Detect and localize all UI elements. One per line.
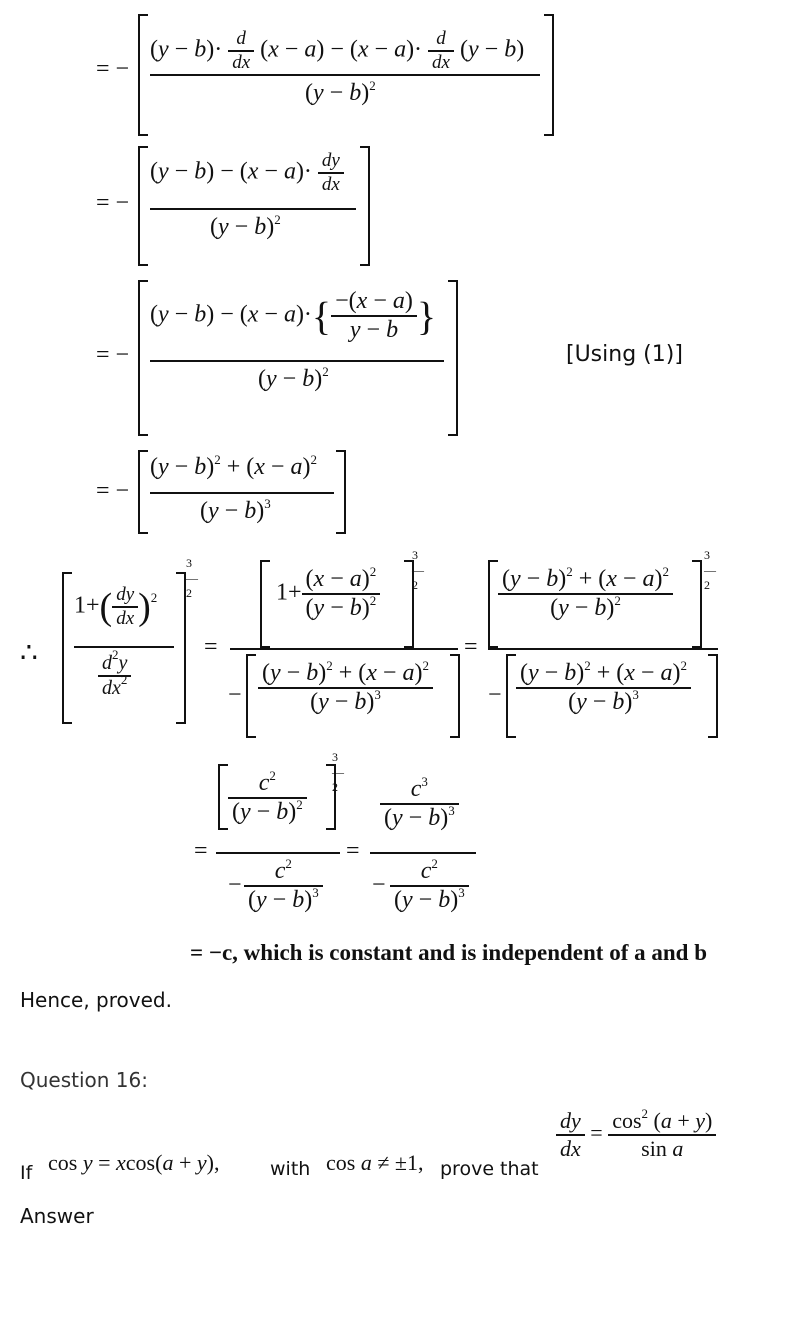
step2-left-bracket (138, 146, 148, 266)
final-a-top: $\frac{c^2}{(y - b)^2}$ (228, 770, 307, 826)
step3-fraction-bar (150, 360, 444, 362)
final-a-exponent: 3 ― 2 (332, 750, 344, 794)
final-b-fraction-bar (370, 852, 476, 854)
equals-3: = (194, 838, 208, 864)
final-b-minus: − (372, 872, 386, 898)
rhs-bottom-content: $\frac{(y - b)^2 + (x - a)^2}{(y - b)^3}$ (516, 660, 691, 716)
step4-denominator: $(y - b)^3$ (200, 496, 271, 524)
lhs-denominator: $\frac{d^2y}{dx^2}$ (98, 652, 131, 700)
hence-proved: Hence, proved. (20, 988, 172, 1012)
final-b-top: $\frac{c^3}{(y - b)^3}$ (380, 776, 459, 832)
answer-label: Answer (20, 1204, 94, 1228)
rhs-top-content: $\frac{(y - b)^2 + (x - a)^2}{(y - b)^2}$ (498, 566, 673, 622)
step4-numerator: $(y - b)^2 + (x - a)^2$ (150, 452, 317, 480)
question-label: Question 16: (20, 1068, 148, 1092)
step1-numerator: (y − b)· $\frac{d}{dx}$ (x − a) − (x − a)· $\frac{d}{dx}$ (y − b) (150, 28, 525, 73)
step4-left-bracket (138, 450, 148, 534)
step2-numerator: (y − b) − (x − a)· $\frac{dy}{dx}$ (150, 150, 344, 196)
mid-bottom-content: $\frac{(y - b)^2 + (x - a)^2}{(y - b)^3}$ (258, 660, 433, 716)
lhs-numerator: 1+( $\frac{dy}{dx}$ )$^2$ (74, 584, 158, 629)
step1-prefix: = − (96, 56, 130, 82)
final-a-minus: − (228, 872, 242, 898)
step1-denominator: $(y - b)^2$ (305, 78, 376, 106)
mid-bottom-left-bracket (246, 654, 256, 738)
conclusion-text: = −c, which is constant and is independent of a and b (190, 940, 707, 965)
therefore-symbol: ∴ (20, 638, 38, 669)
question-prove: prove that (440, 1158, 539, 1180)
equals-4: = (346, 838, 360, 864)
equals-1: = (204, 634, 218, 660)
step2-prefix: = − (96, 190, 130, 216)
step1-left-bracket (138, 14, 148, 136)
mid-top-content: 1+ $\frac{(x - a)^2}{(y - b)^2}$ (276, 566, 380, 622)
step4-prefix: = − (96, 478, 130, 504)
final-b-bottom: $\frac{c^2}{(y - b)^3}$ (390, 858, 469, 914)
step1-fraction-bar (150, 74, 540, 76)
using-note: [Using (1)] (566, 342, 683, 367)
question-condition: cos a ≠ ±1, (326, 1150, 424, 1175)
rhs-top-left-bracket (488, 560, 498, 648)
lhs-right-bracket (176, 572, 186, 724)
mid-bottom-right-bracket (450, 654, 460, 738)
rhs-minus: − (488, 682, 502, 708)
rhs-fraction-bar (488, 648, 718, 650)
step1-right-bracket (544, 14, 554, 136)
rhs-top-right-bracket (692, 560, 702, 648)
step3-left-bracket (138, 280, 148, 436)
lhs-left-bracket (62, 572, 72, 724)
rhs-bottom-left-bracket (506, 654, 516, 738)
question-target: $\frac{dy}{dx}$ = $\frac{\cos^2 (a + y)}{\text{sin a}}$ (556, 1108, 716, 1162)
final-a-left-bracket (218, 764, 228, 830)
step3-denominator: $(y - b)^2$ (258, 364, 329, 392)
question-equation: cos y = xcos(a + y), (48, 1150, 220, 1175)
lhs-exponent: 3 ― 2 (186, 556, 198, 600)
step2-right-bracket (360, 146, 370, 266)
question-with: with (270, 1158, 311, 1180)
step2-fraction-bar (150, 208, 356, 210)
mid-exponent: 3 ― 2 (412, 548, 424, 592)
mid-minus: − (228, 682, 242, 708)
final-a-fraction-bar (216, 852, 340, 854)
mid-top-left-bracket (260, 560, 270, 648)
question-if: If (20, 1162, 33, 1184)
step4-fraction-bar (150, 492, 334, 494)
step3-numerator: (y − b) − (x − a)·{ $\frac{-(x - a)}{y - b}$ } (150, 288, 437, 343)
rhs-bottom-right-bracket (708, 654, 718, 738)
final-a-bottom: $\frac{c^2}{(y - b)^3}$ (244, 858, 323, 914)
step3-prefix: = − (96, 342, 130, 368)
step3-right-bracket (448, 280, 458, 436)
step4-right-bracket (336, 450, 346, 534)
step2-denominator: $(y - b)^2$ (210, 212, 281, 240)
lhs-fraction-bar (74, 646, 174, 648)
equals-2: = (464, 634, 478, 660)
rhs-exponent: 3 ― 2 (704, 548, 716, 592)
mid-fraction-bar (230, 648, 458, 650)
